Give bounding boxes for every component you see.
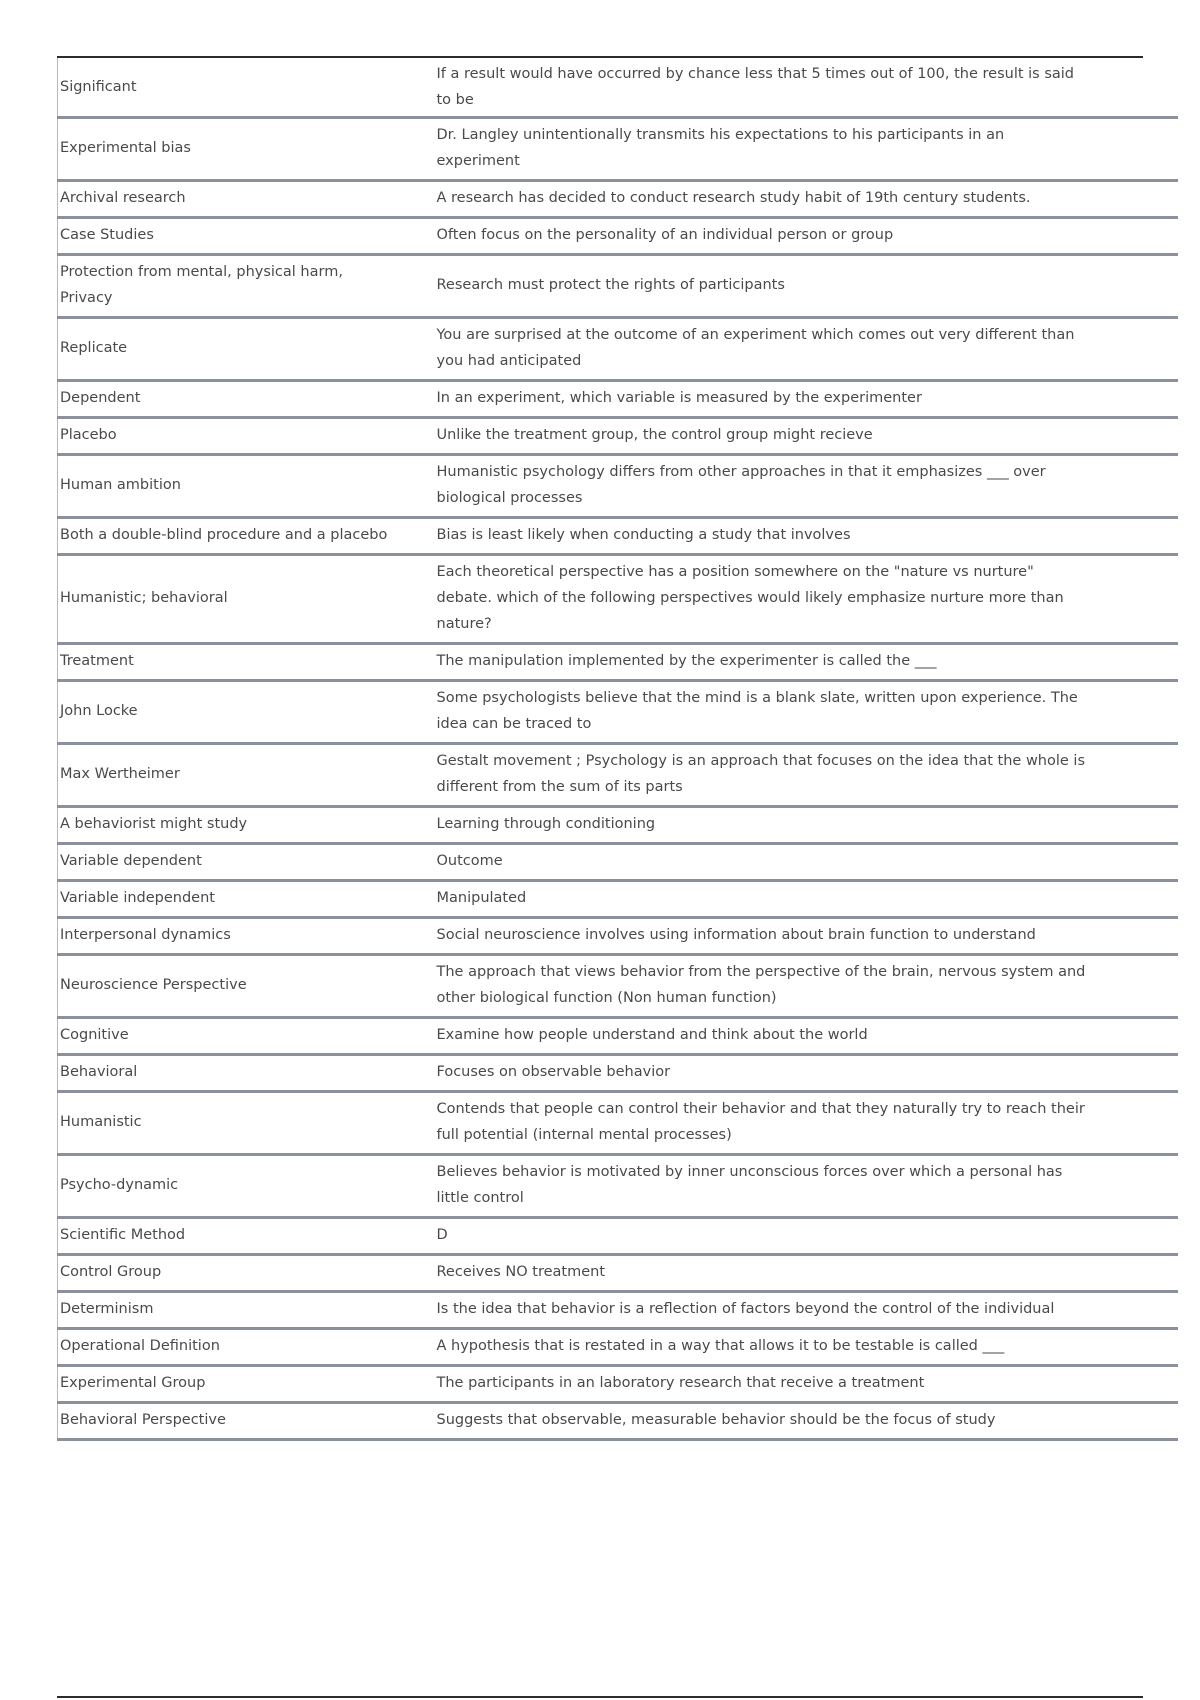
term-cell	[58, 1018, 437, 1055]
term-cell	[58, 1366, 437, 1403]
definition-text: Believes behavior is motivated by inner unconscious forces over which a personal has little control	[436, 1164, 1063, 1206]
term-cell	[58, 255, 437, 318]
definition-cell	[437, 1403, 1178, 1440]
term-cell	[58, 1155, 437, 1218]
term-text: Control Group	[60, 1264, 162, 1280]
term-text: Significant	[60, 79, 137, 95]
term-text: A behaviorist might study	[60, 816, 248, 832]
definition-text: The manipulation implemented by the experimenter is called the ___	[436, 653, 937, 669]
definition-text: Unlike the treatment group, the control group might recieve	[436, 427, 873, 443]
definition-cell	[437, 644, 1178, 681]
table-row	[58, 1092, 1178, 1155]
term-cell	[58, 744, 437, 807]
definition-cell	[437, 881, 1178, 918]
term-text: Scientific Method	[60, 1227, 186, 1243]
terms-table-body	[58, 58, 1178, 1440]
table-row	[58, 255, 1178, 318]
definition-cell	[437, 218, 1178, 255]
term-text: John Locke	[60, 703, 138, 719]
definition-text: Social neuroscience involves using information about brain function to understand	[436, 927, 1036, 943]
table-row	[58, 1055, 1178, 1092]
definition-text: If a result would have occurred by chance less that 5 times out of 100, the result is said to be	[436, 66, 1075, 108]
definition-text: In an experiment, which variable is measured by the experimenter	[436, 390, 922, 406]
term-text: Treatment	[60, 653, 134, 669]
definition-text: Is the idea that behavior is a reflection of factors beyond the control of the individual	[436, 1301, 1055, 1317]
definition-cell	[437, 555, 1178, 644]
definition-cell	[437, 955, 1178, 1018]
term-text: Experimental bias	[60, 140, 191, 156]
term-text: Replicate	[60, 340, 128, 356]
term-cell	[58, 318, 437, 381]
definition-text: Each theoretical perspective has a position somewhere on the "nature vs nurture" debate. which of the following perspectives would likely emphasize nurture more than nature?	[436, 564, 1064, 632]
definition-cell	[437, 418, 1178, 455]
term-text: Determinism	[60, 1301, 154, 1317]
table-row	[58, 881, 1178, 918]
definition-text: Gestalt movement ; Psychology is an approach that focuses on the idea that the whole is different from the sum of its parts	[436, 753, 1085, 795]
table-row	[58, 1218, 1178, 1255]
term-cell	[58, 455, 437, 518]
term-cell	[58, 218, 437, 255]
term-text: Humanistic; behavioral	[60, 590, 228, 606]
term-cell	[58, 1292, 437, 1329]
table-row	[58, 118, 1178, 181]
table-row	[58, 318, 1178, 381]
definition-text: Outcome	[436, 853, 503, 869]
table-row	[58, 1366, 1178, 1403]
table-row	[58, 1155, 1178, 1218]
term-text: Dependent	[60, 390, 141, 406]
term-text: Behavioral	[60, 1064, 138, 1080]
term-cell	[58, 58, 437, 118]
definition-cell	[437, 381, 1178, 418]
table-row	[58, 1292, 1178, 1329]
definition-text: Bias is least likely when conducting a study that involves	[436, 527, 851, 543]
table-row	[58, 555, 1178, 644]
definition-text: Suggests that observable, measurable behavior should be the focus of study	[436, 1412, 996, 1428]
term-text: Behavioral Perspective	[60, 1412, 226, 1428]
definition-text: Learning through conditioning	[436, 816, 656, 832]
term-text: Interpersonal dynamics	[60, 927, 231, 943]
definition-cell	[437, 807, 1178, 844]
term-cell	[58, 918, 437, 955]
term-text: Protection from mental, physical harm, Privacy	[60, 264, 343, 306]
definition-cell	[437, 181, 1178, 218]
term-text: Psycho-dynamic	[60, 1177, 179, 1193]
term-cell	[58, 418, 437, 455]
definition-text: Humanistic psychology differs from other approaches in that it emphasizes ___ over biological processes	[436, 464, 1046, 506]
definition-text: Manipulated	[436, 890, 527, 906]
definition-cell	[437, 1255, 1178, 1292]
definition-cell	[437, 118, 1178, 181]
definition-cell	[437, 1292, 1178, 1329]
definition-text: Often focus on the personality of an individual person or group	[436, 227, 894, 243]
term-text: Variable independent	[60, 890, 215, 906]
definition-text: A research has decided to conduct research study habit of 19th century students.	[436, 190, 1031, 206]
definition-text: A hypothesis that is restated in a way that allows it to be testable is called ___	[436, 1338, 1005, 1354]
term-cell	[58, 518, 437, 555]
definition-text: Receives NO treatment	[436, 1264, 606, 1280]
definition-cell	[437, 455, 1178, 518]
term-cell	[58, 807, 437, 844]
definition-cell	[437, 1092, 1178, 1155]
table-row	[58, 1329, 1178, 1366]
definition-cell	[437, 744, 1178, 807]
term-cell	[58, 1403, 437, 1440]
definition-text: Some psychologists believe that the mind is a blank slate, written upon experience. The idea can be traced to	[436, 690, 1078, 732]
definition-cell	[437, 1218, 1178, 1255]
table-row	[58, 218, 1178, 255]
term-text: Both a double-blind procedure and a placebo	[60, 527, 388, 543]
term-text: Case Studies	[60, 227, 154, 243]
definition-text: D	[436, 1227, 448, 1243]
definition-cell	[437, 844, 1178, 881]
definition-text: The participants in an laboratory research that receive a treatment	[436, 1375, 925, 1391]
term-text: Operational Definition	[60, 1338, 220, 1354]
definition-cell	[437, 318, 1178, 381]
definition-cell	[437, 58, 1178, 118]
table-row	[58, 681, 1178, 744]
definition-text: You are surprised at the outcome of an experiment which comes out very different than you had anticipated	[436, 327, 1075, 369]
term-text: Variable dependent	[60, 853, 202, 869]
table-row	[58, 418, 1178, 455]
term-cell	[58, 1092, 437, 1155]
term-text: Placebo	[60, 427, 117, 443]
term-cell	[58, 644, 437, 681]
term-cell	[58, 681, 437, 744]
definition-text: Focuses on observable behavior	[436, 1064, 671, 1080]
term-cell	[58, 1329, 437, 1366]
table-row	[58, 744, 1178, 807]
terms-table	[57, 58, 1178, 1441]
term-text: Human ambition	[60, 477, 181, 493]
table-row	[58, 955, 1178, 1018]
term-text: Experimental Group	[60, 1375, 206, 1391]
term-cell	[58, 844, 437, 881]
definition-cell	[437, 518, 1178, 555]
term-text: Archival research	[60, 190, 186, 206]
term-cell	[58, 1055, 437, 1092]
definition-cell	[437, 1018, 1178, 1055]
term-text: Humanistic	[60, 1114, 142, 1130]
term-text: Max Wertheimer	[60, 766, 180, 782]
term-cell	[58, 181, 437, 218]
definition-text: Research must protect the rights of participants	[436, 277, 785, 293]
table-row	[58, 1403, 1178, 1440]
definition-cell	[437, 1155, 1178, 1218]
table-row	[58, 918, 1178, 955]
table-row	[58, 807, 1178, 844]
term-cell	[58, 1255, 437, 1292]
definition-cell	[437, 681, 1178, 744]
definition-text: Dr. Langley unintentionally transmits his expectations to his participants in an experiment	[436, 127, 1005, 169]
term-cell	[58, 381, 437, 418]
definition-cell	[437, 1366, 1178, 1403]
table-row	[58, 381, 1178, 418]
term-text: Cognitive	[60, 1027, 129, 1043]
definition-cell	[437, 255, 1178, 318]
definition-text: The approach that views behavior from the perspective of the brain, nervous system and other biological function (Non human function)	[436, 964, 1086, 1006]
table-row	[58, 58, 1178, 118]
table-row	[58, 518, 1178, 555]
term-cell	[58, 1218, 437, 1255]
definition-cell	[437, 1055, 1178, 1092]
term-cell	[58, 955, 437, 1018]
table-row	[58, 644, 1178, 681]
bottom-rule	[57, 1696, 1143, 1698]
term-cell	[58, 118, 437, 181]
table-row	[58, 455, 1178, 518]
table-row	[58, 181, 1178, 218]
definition-text: Examine how people understand and think about the world	[436, 1027, 868, 1043]
term-cell	[58, 881, 437, 918]
table-row	[58, 1018, 1178, 1055]
table-row	[58, 844, 1178, 881]
definition-cell	[437, 1329, 1178, 1366]
definition-cell	[437, 918, 1178, 955]
term-text: Neuroscience Perspective	[60, 977, 247, 993]
definition-text: Contends that people can control their behavior and that they naturally try to reach their full potential (internal mental processes)	[436, 1101, 1085, 1143]
term-cell	[58, 555, 437, 644]
table-row	[58, 1255, 1178, 1292]
